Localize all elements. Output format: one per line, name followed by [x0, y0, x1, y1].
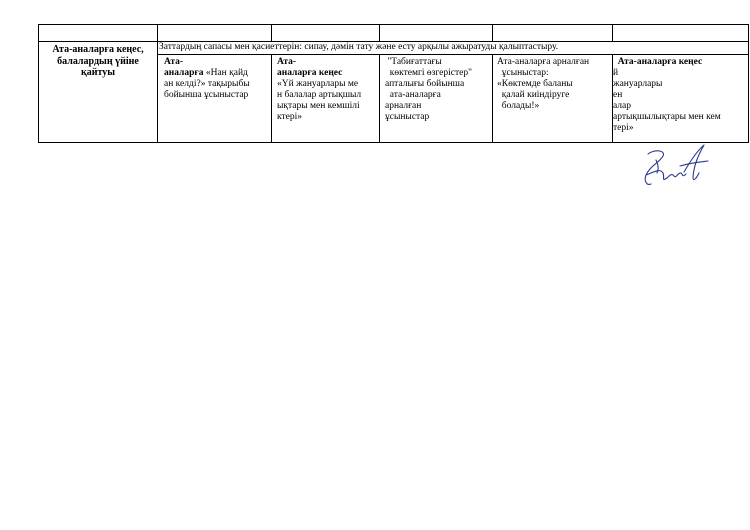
- cell-friday-clip: [613, 55, 747, 142]
- col-divider-4-top: [612, 24, 613, 42]
- table-right-border: [748, 24, 749, 143]
- cell-wednesday: [385, 57, 472, 123]
- col-divider-1-top: [271, 24, 272, 42]
- col-divider-2: [379, 54, 380, 143]
- table-left-border: [38, 24, 39, 143]
- cell-wednesday-text: "Табиғаттағы көктемгі өзгерістер" апталығы бойынша ата-аналарға арналған ұсыныстар: [385, 57, 472, 122]
- cell-friday-text: й жануарлары ен алар артықшылықтары мен кем тері»: [613, 68, 721, 133]
- merged-goal-text: Заттардың сапасы мен қасиеттерін: сипау, дәмін тату және есту арқылы ажыратуды қалыптастыру.: [159, 42, 559, 52]
- col-divider-label: [157, 24, 158, 143]
- cell-monday: [164, 57, 250, 101]
- row-label: Ата-аналарға кеңес, балалардың үйіне қайтуы: [52, 44, 144, 78]
- cell-thursday: [497, 57, 589, 112]
- signature-icon: [636, 142, 710, 192]
- cell-tuesday-text: «Үй жануарлары ме н балалар артықшыл ықтары мен кемшілі ктері»: [277, 79, 362, 122]
- col-divider-3-top: [492, 24, 493, 42]
- col-divider-1: [271, 54, 272, 143]
- table-top-border: [38, 24, 748, 25]
- cell-tuesday: [277, 57, 361, 123]
- cell-friday-bold: Ата-аналарға кеңес: [613, 57, 703, 67]
- cell-monday-text: «Нан қайд ан келді?» тақырыбы бойынша ұсыныстар: [164, 68, 250, 100]
- col-divider-3: [492, 54, 493, 143]
- col-divider-2-top: [379, 24, 380, 42]
- cell-tuesday-bold: Ата- аналарға кеңес: [277, 57, 343, 78]
- cell-friday: [613, 57, 721, 134]
- cell-thursday-text: Ата-аналарға арналған ұсыныстар: «Көктемде баланы қалай киіндіруге болады!»: [497, 57, 590, 111]
- cell-monday-bold: Ата- аналарға: [164, 57, 204, 78]
